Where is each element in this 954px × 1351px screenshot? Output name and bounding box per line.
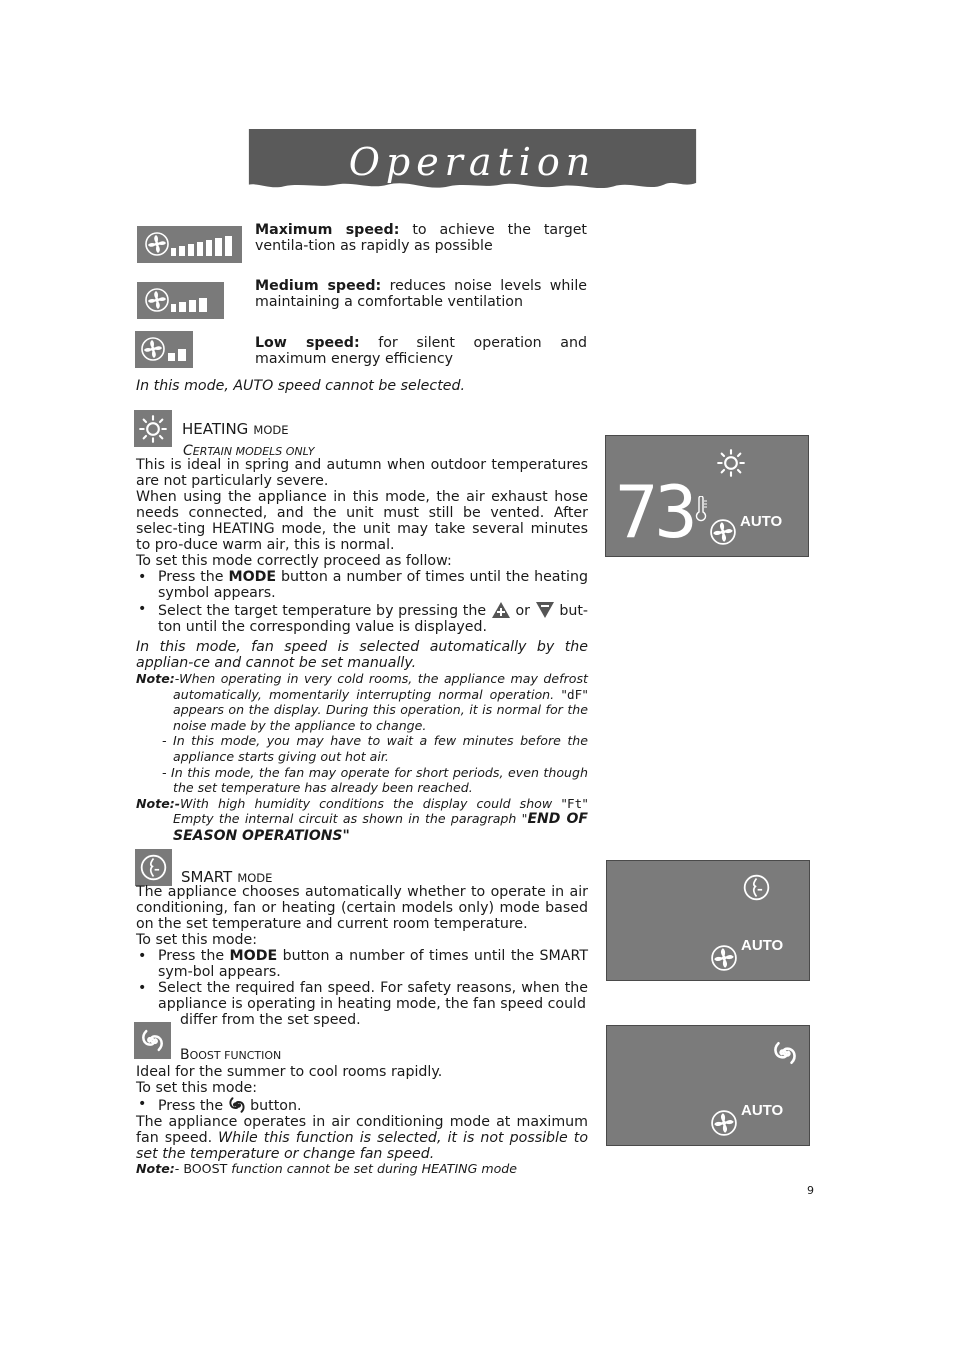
fan-icon bbox=[145, 232, 169, 256]
fan-icon bbox=[710, 519, 736, 545]
auto-label: AUTO bbox=[741, 1102, 784, 1119]
list-item: • Select the required fan speed. For safety reasons, when the appliance is operating in heating mode, the fan speed could bbox=[136, 980, 588, 1012]
smart-face-icon bbox=[743, 874, 770, 901]
heating-notes: Note:-When operating in very cold rooms, the appliance may defrost automatically, momentarily interrupting normal operation. "dF" appears on the display. During this operation, it is normal for the noise made by the appliance to change. - In this mode, you may have to wait a few minutes before the appliance starts giving out hot air. - In this mode, the fan may operate for short periods, even though the set temperature has already been reached. Note:-With high humidity conditions the display could show "Ft" Empty the internal circuit as shown in the paragraph "END OF SEASON OPERATIONS" bbox=[136, 671, 588, 844]
boost-note: Note:- BOOST function cannot be set during HEATING mode bbox=[136, 1161, 518, 1176]
fan-icon bbox=[711, 945, 737, 971]
smart-body: The appliance chooses automatically whether to operate in air conditioning, fan or heating (certain models only) mode based on the set temperature and current room temperature. To set this mode: • Press the MODE button a number of times until the SMART sym-bol appears. • Select the required fan speed. For safety reasons, when the appliance is operating in heating mode, the fan speed could differ from the set speed. bbox=[136, 884, 588, 1028]
page-title: Operation bbox=[348, 140, 597, 184]
fan-icon bbox=[145, 288, 169, 312]
max-speed-icon bbox=[137, 226, 242, 263]
list-item: • Press the button. bbox=[136, 1096, 588, 1114]
smart-heading: SMART MODE bbox=[181, 868, 273, 886]
fan-speed-note: In this mode, fan speed is selected automatically by the applian-ce and cannot be set manually. bbox=[136, 639, 588, 671]
heating-heading: HEATING MODE bbox=[182, 420, 289, 438]
sun-icon bbox=[717, 449, 745, 477]
auto-label: AUTO bbox=[741, 937, 784, 954]
heating-body: This is ideal in spring and autumn when outdoor temperatures are not particularly severe. When using the appliance in this mode, the air exhaust hose needs connected, and the unit must still be vented. After selec-ting HEATING mode, the unit may take several minutes to pro-duce warm air, this is normal. To set this mode correctly proceed as follow: • Press the MODE button a number of times until the heating symbol appears. • Select the target temperature by pressing the or but-ton until the corresponding value is displayed. bbox=[136, 457, 588, 635]
medium-speed-text: Medium speed: reduces noise levels while maintaining a comfortable ventilation bbox=[255, 278, 587, 310]
boost-display bbox=[606, 1025, 810, 1146]
boost-swirl-icon bbox=[772, 1040, 798, 1066]
heating-subheading: CERTAIN MODELS ONLY bbox=[183, 443, 315, 459]
auto-note: In this mode, AUTO speed cannot be selected. bbox=[136, 378, 466, 394]
page-number: 9 bbox=[807, 1184, 814, 1197]
boost-swirl-icon bbox=[228, 1096, 246, 1114]
heating-display bbox=[605, 435, 809, 557]
smart-display bbox=[606, 860, 810, 981]
list-item: • Press the MODE button a number of times until the SMART sym-bol appears. bbox=[136, 948, 588, 980]
minus-button-icon bbox=[535, 601, 555, 619]
boost-heading: BOOST FUNCTION bbox=[180, 1047, 282, 1063]
low-speed-icon bbox=[135, 331, 193, 368]
heating-mode-icon bbox=[134, 410, 172, 447]
temperature-value: 73 bbox=[615, 470, 694, 554]
smart-face-icon bbox=[140, 854, 167, 881]
list-item: • Press the MODE button a number of times until the heating symbol appears. bbox=[136, 569, 588, 601]
max-speed-text: Maximum speed: to achieve the target ventila-tion as rapidly as possible bbox=[255, 222, 587, 254]
auto-label: AUTO bbox=[740, 513, 783, 530]
fan-icon bbox=[711, 1110, 737, 1136]
plus-button-icon bbox=[491, 601, 511, 619]
sun-icon bbox=[139, 415, 167, 443]
list-item: • Select the target temperature by pressing the or but-ton until the corresponding value is displayed. bbox=[136, 601, 588, 635]
thermometer-icon bbox=[694, 496, 708, 522]
boost-body: Ideal for the summer to cool rooms rapidly. To set this mode: • Press the button. The appliance operates in air conditioning mode at maximum fan speed. While this function is selected, it is not possible to set the temperature or change fan speed. bbox=[136, 1064, 588, 1162]
boost-function-icon bbox=[134, 1022, 171, 1059]
smart-mode-icon bbox=[135, 849, 172, 886]
low-speed-text: Low speed: for silent operation and maximum energy efficiency bbox=[255, 335, 587, 367]
boost-swirl-icon bbox=[140, 1028, 165, 1053]
medium-speed-icon bbox=[137, 282, 224, 319]
fan-icon bbox=[141, 337, 165, 361]
